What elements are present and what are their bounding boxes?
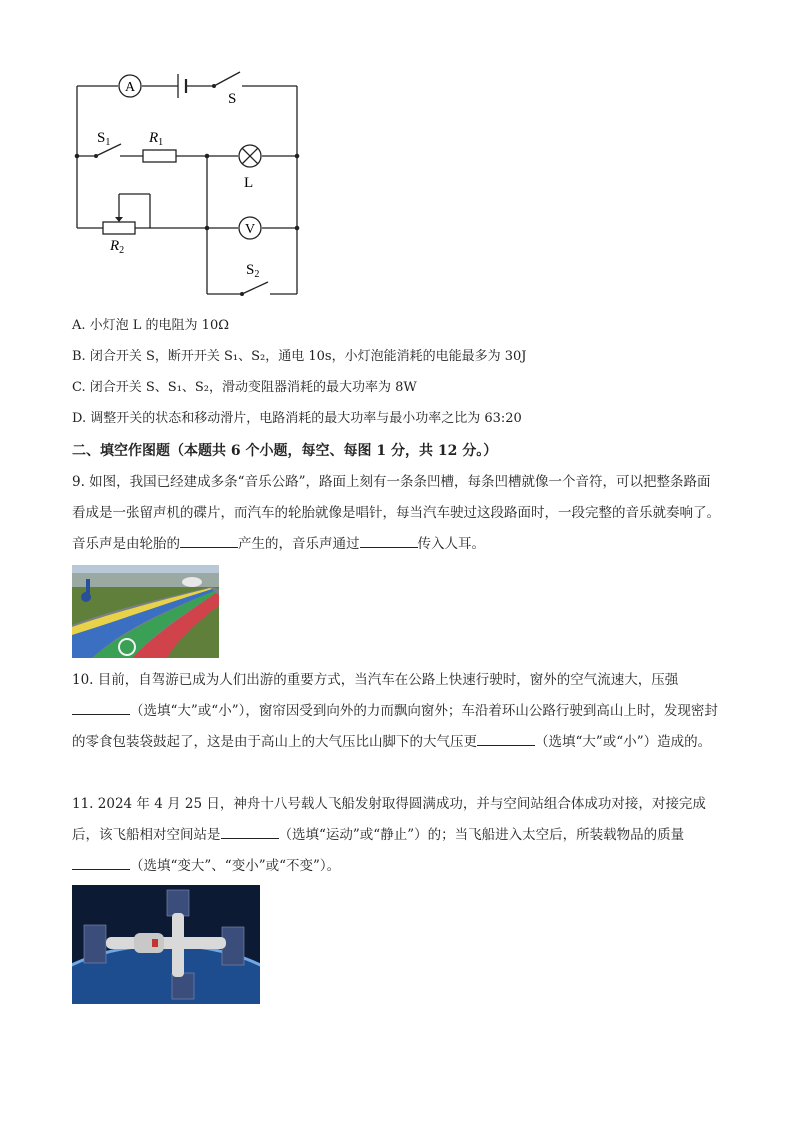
q10-text-3: （选填“大”或“小”）造成的。	[535, 734, 712, 750]
switch-s1	[94, 130, 121, 158]
svg-text:L: L	[244, 175, 254, 191]
q11-blank-2[interactable]	[72, 855, 130, 870]
question-10	[72, 665, 722, 758]
svg-text:S2: $S_2$	[246, 262, 260, 280]
ammeter	[119, 75, 141, 97]
question-11	[72, 789, 722, 882]
q9-text-3: 传入人耳。	[417, 536, 485, 552]
resistor-r1	[143, 130, 176, 162]
q9-text-1: 9. 如图，我国已经建成多条“音乐公路”，路面上刻有一条条凹槽，每条凹槽就像一个音符，可以把整条路面看成是一张留声机的碟片，而汽车的轮胎就像是唱针，每当汽车驶过这段路面时，一段完整的音乐就奏响了。音乐声是由轮胎的	[72, 474, 720, 552]
music-road-photo	[72, 565, 219, 658]
svg-text:S1: $S_1$	[97, 130, 111, 148]
lamp-l	[239, 145, 261, 191]
q10-blank-1[interactable]	[72, 700, 130, 715]
rheostat-r2	[103, 217, 135, 256]
q11-blank-1[interactable]	[221, 824, 279, 839]
q9-text-2: 产生的，音乐声通过	[238, 536, 360, 552]
circuit-diagram	[60, 60, 320, 310]
q9-blank-2[interactable]	[360, 533, 418, 548]
q10-blank-2[interactable]	[477, 731, 535, 746]
section-heading: 二、填空作图题（本题共 6 个小题，每空、每图 1 分，共 12 分。）	[72, 443, 498, 459]
option-b: B. 闭合开关 S，断开开关 S₁、S₂，通电 10s，小灯泡能消耗的电能最多为 30J	[72, 349, 527, 364]
voltmeter	[239, 217, 261, 239]
q11-text-2: （选填“运动”或“静止”）的；当飞船进入太空后，所装载物品的质量	[278, 827, 685, 843]
switch-s2	[240, 262, 268, 296]
svg-text:R1: $R_1$	[149, 130, 164, 148]
q9-blank-1[interactable]	[180, 533, 238, 548]
space-station-photo	[72, 885, 260, 1004]
q11-text-3: （选填“变大”、“变小”或“不变”）。	[130, 858, 341, 874]
switch-s	[212, 72, 240, 107]
svg-text:R2: $R_2$	[110, 238, 125, 256]
battery-symbol	[178, 74, 186, 98]
option-c: C. 闭合开关 S、S₁、S₂，滑动变阻器消耗的最大功率为 8W	[72, 380, 417, 395]
svg-text:A: A	[124, 80, 136, 95]
svg-text:V: V	[244, 222, 256, 237]
q10-text-1: 10. 目前，自驾游已成为人们出游的重要方式，当汽车在公路上快速行驶时，窗外的空气流速大，压强	[72, 672, 679, 688]
option-a: A. 小灯泡 L 的电阻为 10Ω	[72, 318, 230, 333]
junction-dots	[75, 154, 300, 231]
q11-text-1: 11. 2024 年 4 月 25 日，神舟十八号载人飞船发射取得圆满成功，并与空间站组合体成功对接，对接完成后，该飞船相对空间站是	[72, 796, 706, 843]
question-9	[72, 467, 722, 560]
svg-text:S: S	[228, 91, 237, 107]
q10-text-2: （选填“大”或“小”），窗帘因受到向外的力而飘向窗外；车沿着环山公路行驶到高山上时，发现密封的零食包装袋鼓起了，这是由于高山上的大气压比山脚下的大气压更	[72, 703, 718, 750]
option-d: D. 调整开关的状态和移动滑片，电路消耗的最大功率与最小功率之比为 63:20	[72, 411, 522, 426]
